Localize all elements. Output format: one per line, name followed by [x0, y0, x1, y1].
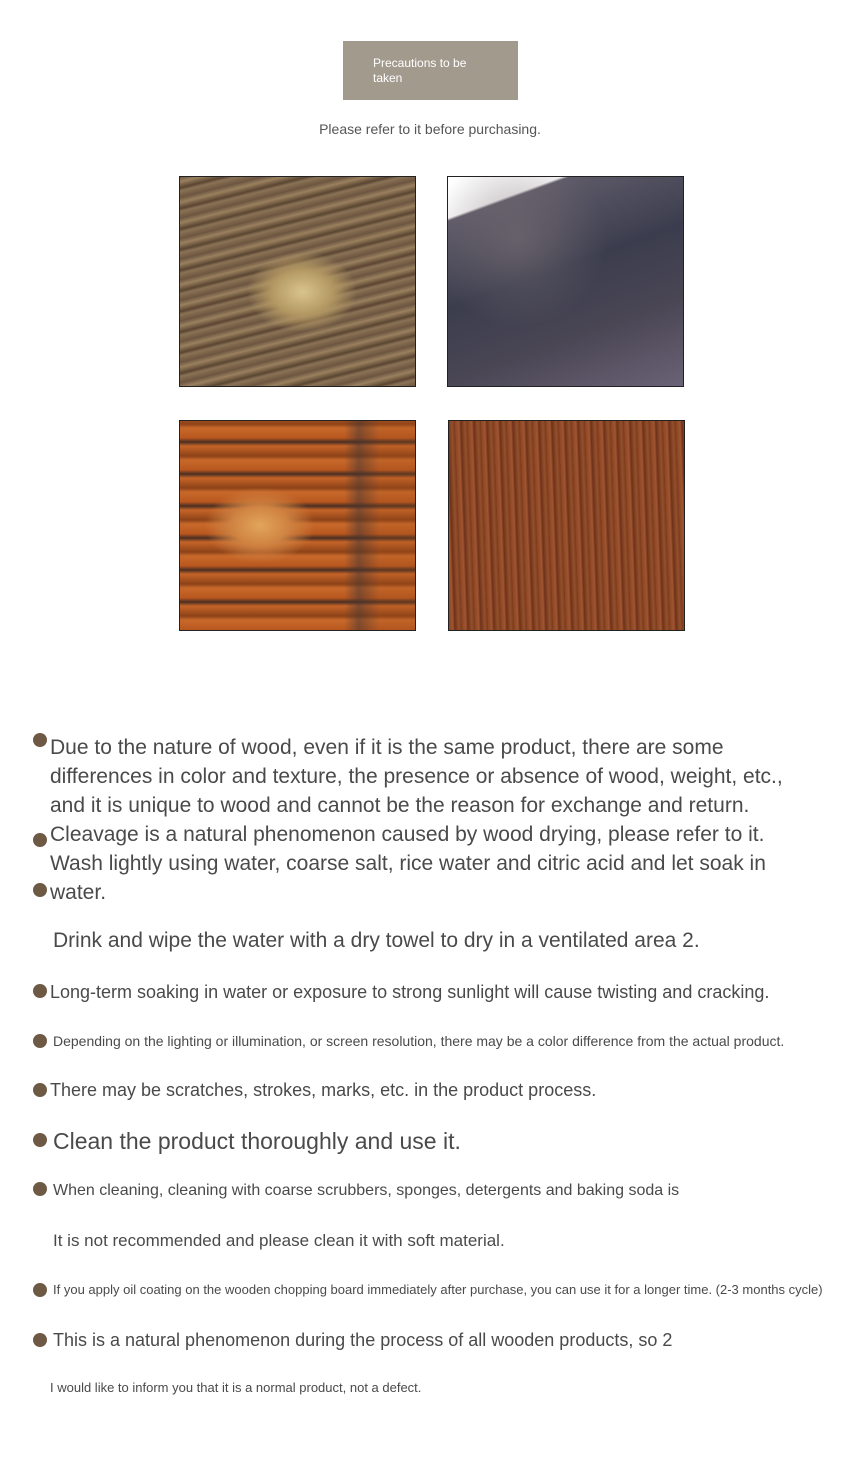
section-title-badge [343, 41, 518, 100]
bullet-icon [33, 1083, 47, 1097]
note-line: There may be scratches, strokes, marks, etc. in the product process. [50, 1080, 597, 1100]
note-line: Cleavage is a natural phenomenon caused by wood drying, please refer to it. [50, 823, 765, 846]
note-line: If you apply oil coating on the wooden chopping board immediately after purchase, you can use it for a longer time. (2-3 months cycle) [53, 1282, 823, 1297]
bullet-icon [33, 1182, 47, 1196]
bullet-icon [33, 1034, 47, 1048]
dark-wood-crack-photo [447, 176, 684, 387]
bullet-icon [33, 984, 47, 998]
note-line: differences in color and texture, the presence or absence of wood, weight, etc., [50, 765, 783, 788]
bullet-icon [33, 833, 47, 847]
note-line: This is a natural phenomenon during the process of all wooden products, so 2 [53, 1330, 673, 1350]
bullet-icon [33, 883, 47, 897]
bullet-icon [33, 733, 47, 747]
orange-wood-stain-photo [179, 420, 416, 631]
note-line: Clean the product thoroughly and use it. [53, 1128, 461, 1154]
wood-knot-photo [179, 176, 416, 387]
bullet-icon [33, 1333, 47, 1347]
section-title: Precautions to be taken [373, 56, 467, 85]
note-line: Long-term soaking in water or exposure to strong sunlight will cause twisting and cracking. [50, 982, 770, 1002]
note-line: Drink and wipe the water with a dry towel to dry in a ventilated area 2. [53, 929, 700, 952]
bullet-icon [33, 1283, 47, 1297]
note-line: It is not recommended and please clean it with soft material. [53, 1231, 505, 1250]
subtitle: Please refer to it before purchasing. [319, 121, 541, 137]
note-line: When cleaning, cleaning with coarse scrubbers, sponges, detergents and baking soda is [53, 1182, 680, 1199]
note-line: Due to the nature of wood, even if it is the same product, there are some [50, 736, 724, 759]
note-line: and it is unique to wood and cannot be the reason for exchange and return. [50, 794, 750, 817]
note-line: water. [50, 881, 107, 904]
note-line: Depending on the lighting or illumination, or screen resolution, there may be a color difference from the actual product. [53, 1033, 785, 1049]
wood-grain-scratch-photo [448, 420, 685, 631]
note-line: I would like to inform you that it is a normal product, not a defect. [50, 1380, 422, 1395]
note-line: Wash lightly using water, coarse salt, rice water and citric acid and let soak in [50, 852, 766, 875]
bullet-icon [33, 1133, 47, 1147]
